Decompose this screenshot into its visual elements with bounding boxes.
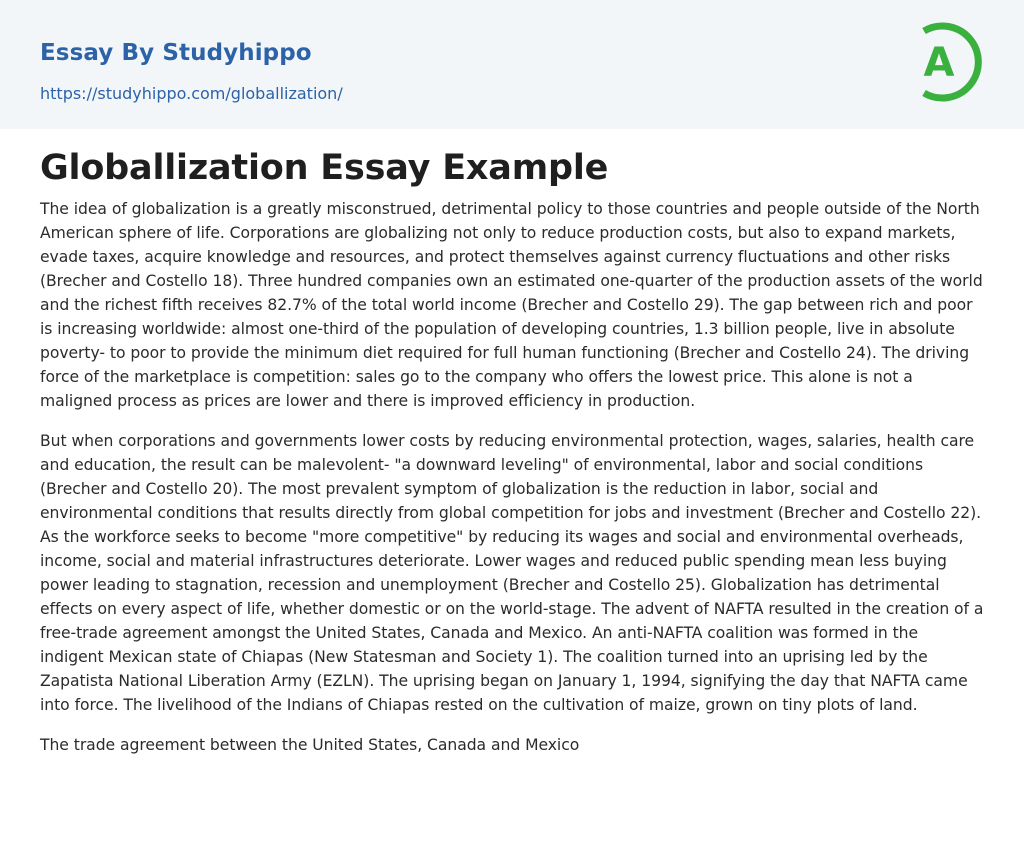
article-content: [40, 129, 984, 757]
page-title: Globallization Essay Example: [40, 148, 609, 188]
studyhippo-logo-icon[interactable]: [904, 19, 988, 105]
essay-paragraph-2: But when corporations and governments lower costs by reducing environmental protection, wages, salaries, health care and education, the result can be malevolent- "a downward leveling" of environmental, labor and social conditions (Brecher and Costello 20). The most prevalent symptom of globalization is the reduction in labor, social and environmental conditions that results directly from global competition for jobs and investment (Brecher and Costello 22). As the workforce seeks to become "more competitive" by reducing its wages and social and environmental overheads, income, social and material infrastructures deteriorate. Lower wages and reduced public spending mean less buying power leading to stagnation, recession and unemployment (Brecher and Costello 25). Globalization has detrimental effects on every aspect of life, whether domestic or on the world-stage. The advent of NAFTA resulted in the creation of a free-trade agreement amongst the United States, Canada and Mexico. An anti-NAFTA coalition was formed in the indigent Mexican state of Chiapas (New Statesman and Society 1). The coalition turned into an uprising led by the Zapatista National Liberation Army (EZLN). The uprising began on January 1, 1994, signifying the day that NAFTA came into force. The livelihood of the Indians of Chiapas rested on the cultivation of maize, grown on tiny plots of land.: [40, 432, 984, 714]
essay-url-link[interactable]: https://studyhippo.com/globallization/: [40, 84, 343, 103]
site-header: [0, 0, 1024, 129]
essay-paragraph-1: The idea of globalization is a greatly misconstrued, detrimental policy to those countries and people outside of the North American sphere of life. Corporations are globalizing not only to reduce production costs, but also to expand markets, evade taxes, acquire knowledge and resources, and protect themselves against currency fluctuations and other risks (Brecher and Costello 18). Three hundred companies own an estimated one-quarter of the production assets of the world and the richest fifth receives 82.7% of the total world income (Brecher and Costello 29). The gap between rich and poor is increasing worldwide: almost one-third of the population of developing countries, 1.3 billion people, live in absolute poverty- to poor to provide the minimum diet required for full human functioning (Brecher and Costello 24). The driving force of the marketplace is competition: sales go to the company who offers the lowest price. This alone is not a maligned process as prices are lower and there is improved efficiency in production.: [40, 200, 983, 410]
brand-title[interactable]: Essay By Studyhippo: [40, 40, 312, 66]
essay-paragraph-3: The trade agreement between the United States, Canada and Mexico: [40, 736, 580, 754]
logo-letter: A: [923, 40, 955, 86]
